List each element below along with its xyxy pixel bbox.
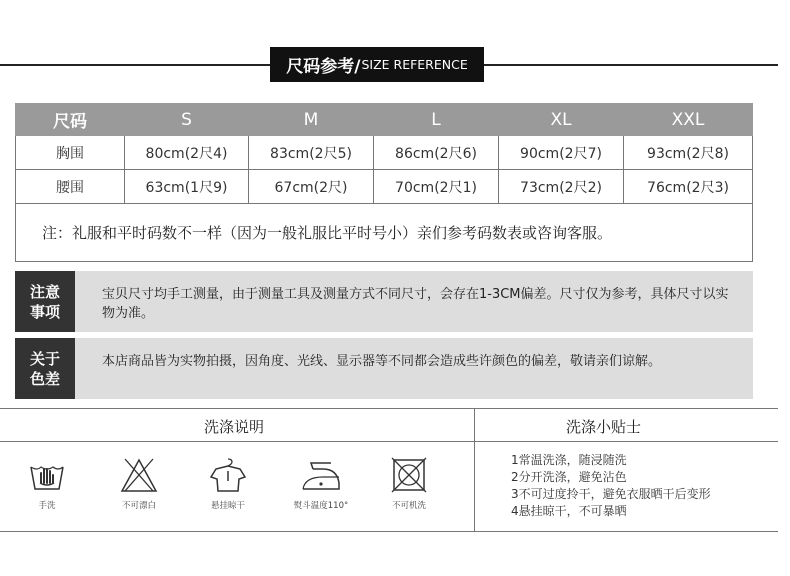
header-cell: XL [499,104,624,136]
wash-divider-mid [0,441,778,442]
table-cell: 93cm(2尺8) [624,136,753,170]
header-line-right [484,64,778,66]
notice-label-line: 色差 [29,369,60,388]
hand-wash-icon [27,455,67,495]
wash-icon-item [197,455,259,511]
table-cell: 70cm(2尺1) [374,170,499,204]
header-cell: S [125,104,249,136]
row-label: 胸围 [16,136,125,170]
notice-label-line: 事项 [29,302,60,321]
header-cell: 尺码 [16,104,125,136]
size-table-header [16,104,753,136]
icon-caption: 不可漂白 [121,501,156,511]
table-row [16,170,753,204]
notice-label [15,271,75,332]
table-cell: 63cm(1尺9) [125,170,249,204]
notice-block-measurement [15,271,753,332]
icon-caption: 手洗 [38,501,56,511]
size-note: 注：礼服和平时码数不一样（因为一般礼服比平时号小）亲们参考码数表或咨询客服。 [16,204,753,262]
table-cell: 67cm(2尺) [249,170,374,204]
icon-caption: 不可机洗 [391,501,426,511]
list-item: 2分开洗涤，避免沾色 [511,470,627,484]
header-cell: M [249,104,374,136]
iron-icon [299,455,343,495]
list-item: 3不可过度拎干，避免衣服晒干后变形 [511,487,711,501]
wash-divider-vertical [474,408,475,532]
table-cell: 90cm(2尺7) [499,136,624,170]
wash-tips-title: 洗涤小贴士 [566,418,642,436]
title-en: SIZE REFERENCE [361,57,468,72]
hang-dry-icon [208,455,248,495]
notice-label-line: 注意 [29,282,60,301]
row-label: 腰围 [16,170,125,204]
wash-tips-list [511,452,711,520]
no-bleach-icon [119,455,159,495]
notice-text: 宝贝尺寸均手工测量，由于测量工具及测量方式不同尺寸，会存在1-3CM偏差。尺寸仅为参考，具体尺寸以实物为准。 [102,287,729,321]
table-cell: 83cm(2尺5) [249,136,374,170]
wash-divider-bottom [0,531,778,532]
title-cn: 尺码参考/ [286,57,361,77]
notice-label-line: 关于 [29,349,60,368]
header-cell: XXL [624,104,753,136]
header-cell: L [374,104,499,136]
table-note-row [16,204,753,262]
header-line-left [0,64,270,66]
wash-icon-item [378,455,440,511]
size-table [15,103,753,262]
page-title [270,47,484,82]
table-cell: 76cm(2尺3) [624,170,753,204]
list-item: 1常温洗涤，随浸随洗 [511,453,627,467]
table-cell: 80cm(2尺4) [125,136,249,170]
notice-label [15,338,75,399]
table-cell: 73cm(2尺2) [499,170,624,204]
wash-icon-item [108,455,170,511]
list-item: 4悬挂晾干，不可暴晒 [511,504,627,518]
icon-caption: 悬挂晾干 [210,501,245,511]
table-cell: 86cm(2尺6) [374,136,499,170]
icon-caption: 熨斗温度110° [293,501,349,511]
wash-icon-item [16,455,78,511]
notice-text: 本店商品皆为实物拍摄，因角度、光线、显示器等不同都会造成些许颜色的偏差，敬请亲们谅解。 [102,354,662,369]
wash-divider-top [0,408,778,409]
no-machine-wash-icon [389,455,429,495]
table-row [16,136,753,170]
wash-icon-item [290,455,352,511]
wash-instructions-title: 洗涤说明 [204,418,265,436]
notice-block-color [15,338,753,399]
